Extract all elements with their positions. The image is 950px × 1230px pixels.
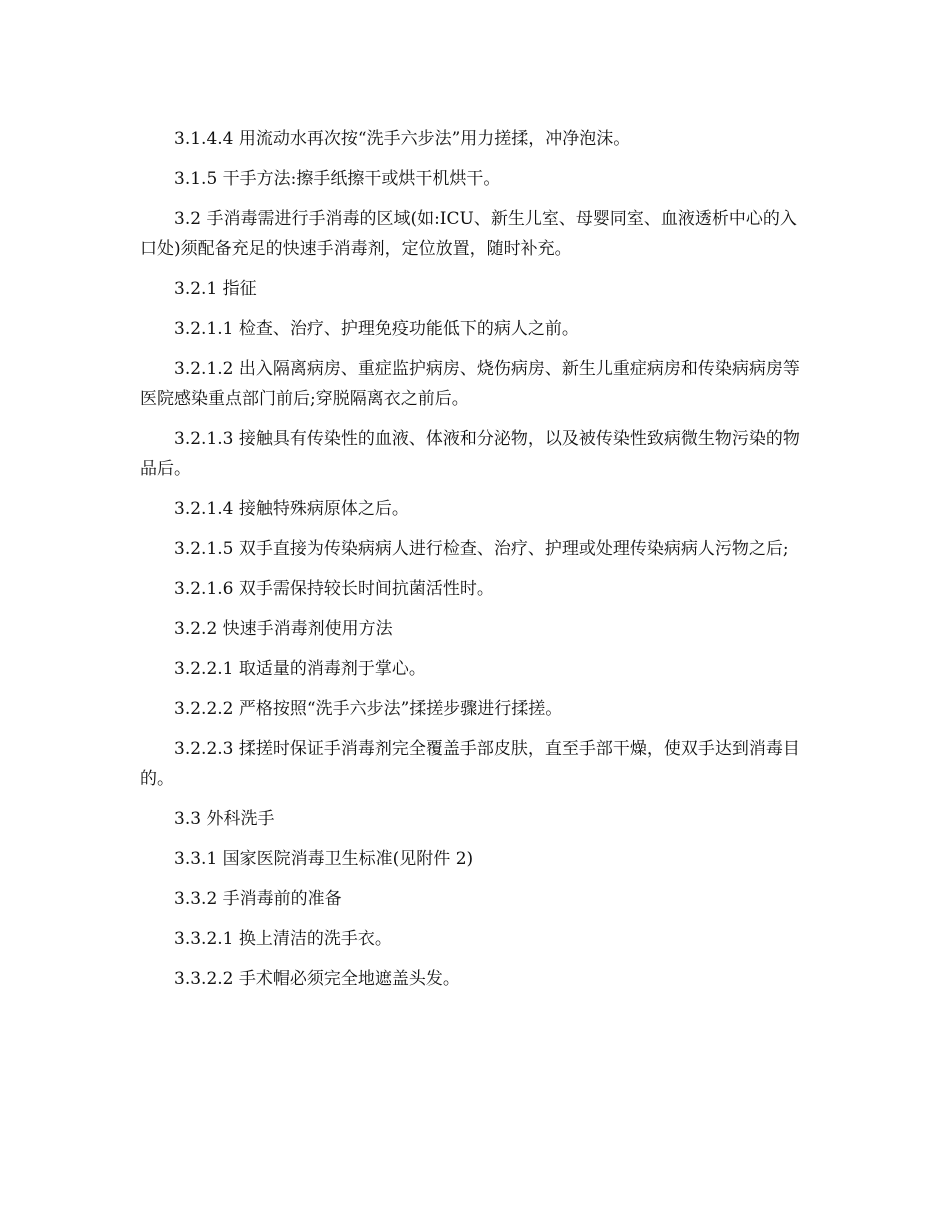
paragraph-3-2-1-2: 3.2.1.2 出入隔离病房、重症监护病房、烧伤病房、新生儿重症病房和传染病病房等医院感染重点部门前后;穿脱隔离衣之前后。 xyxy=(140,359,800,409)
paragraph-3-2-1-3: 3.2.1.3 接触具有传染性的血液、体液和分泌物，以及被传染性致病微生物污染的物品后。 xyxy=(140,429,800,479)
paragraph-3-2: 3.2 手消毒需进行手消毒的区域(如:ICU、新生儿室、母婴同室、血液透析中心的入口处)须配备充足的快速手消毒剂，定位放置，随时补充。 xyxy=(140,209,797,259)
paragraph-3-2-2: 3.2.2 快速手消毒剂使用方法 xyxy=(174,619,393,639)
paragraph-3-3: 3.3 外科洗手 xyxy=(174,809,275,829)
paragraph-3-1-4-4: 3.1.4.4 用流动水再次按“洗手六步法”用力搓揉，冲净泡沫。 xyxy=(174,129,631,149)
paragraph-3-2-2-3: 3.2.2.3 揉搓时保证手消毒剂完全覆盖手部皮肤，直至手部干燥，使双手达到消毒目的。 xyxy=(140,739,800,789)
paragraph-3-2-1-5: 3.2.1.5 双手直接为传染病病人进行检查、治疗、护理或处理传染病病人污物之后; xyxy=(174,539,789,559)
paragraph-3-2-2-2: 3.2.2.2 严格按照“洗手六步法”揉搓步骤进行揉搓。 xyxy=(174,699,563,719)
paragraph-3-2-1-6: 3.2.1.6 双手需保持较长时间抗菌活性时。 xyxy=(174,579,494,599)
paragraph-3-1-5: 3.1.5 干手方法:擦手纸擦干或烘干机烘干。 xyxy=(174,169,501,189)
paragraph-3-2-2-1: 3.2.2.1 取适量的消毒剂于掌心。 xyxy=(174,659,426,679)
paragraph-3-3-1: 3.3.1 国家医院消毒卫生标准(见附件 2) xyxy=(174,849,474,869)
paragraph-3-3-2: 3.3.2 手消毒前的准备 xyxy=(174,889,342,909)
paragraph-3-2-1-1: 3.2.1.1 检查、治疗、护理免疫功能低下的病人之前。 xyxy=(174,319,579,339)
paragraph-3-2-1: 3.2.1 指征 xyxy=(174,279,257,299)
paragraph-3-2-1-4: 3.2.1.4 接触特殊病原体之后。 xyxy=(174,499,409,519)
paragraph-3-3-2-1: 3.3.2.1 换上清洁的洗手衣。 xyxy=(174,929,392,949)
document-body xyxy=(140,124,812,1004)
paragraph-3-3-2-2: 3.3.2.2 手术帽必须完全地遮盖头发。 xyxy=(174,969,460,989)
